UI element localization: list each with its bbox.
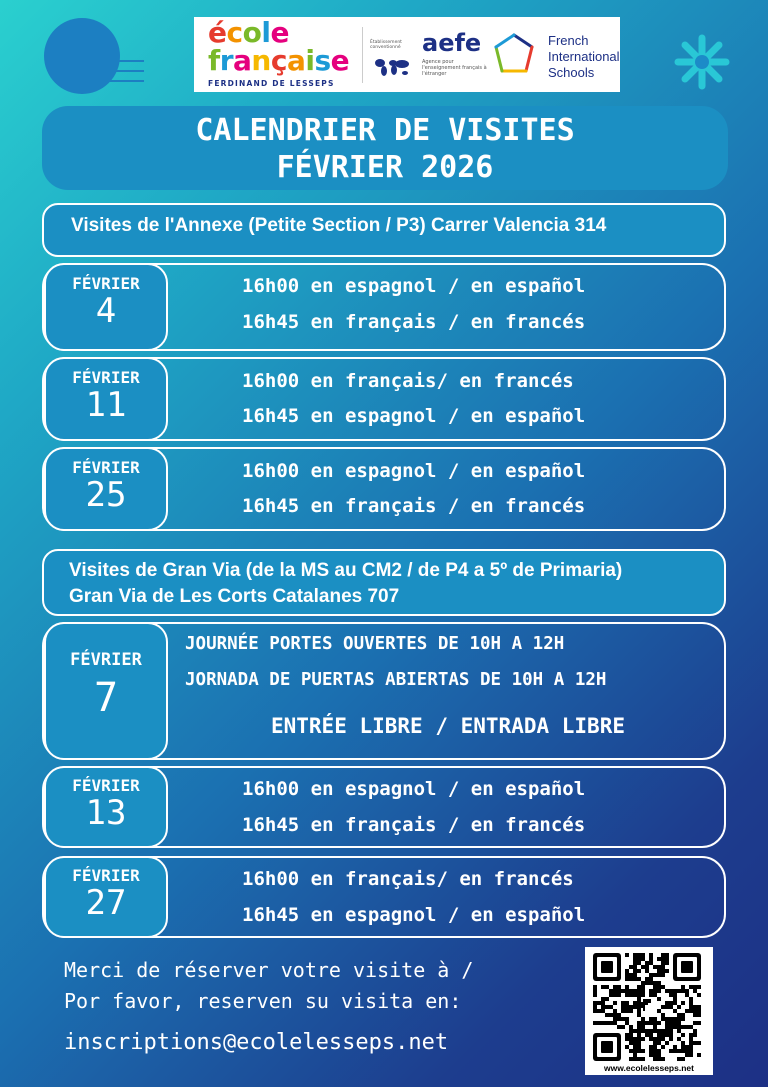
visit-time-line: 16h45 en français / en francés (242, 311, 586, 333)
visit-time-line: 16h00 en français/ en francés (242, 370, 574, 392)
date-day: 4 (95, 291, 117, 331)
fis-line-3: Schools (548, 65, 595, 80)
reservation-note-fr: Merci de réserver votre visite à / (64, 958, 474, 982)
reservation-note (64, 955, 473, 1017)
free-entry-line: ENTRÉE LIBRE / ENTRADA LIBRE (270, 714, 625, 738)
visit-row (42, 766, 726, 848)
annexe-section-header (42, 203, 726, 257)
visit-time-line: 16h00 en espagnol / en español (242, 460, 586, 482)
visit-time-line: 16h00 en français/ en francés (242, 868, 574, 890)
granvia-section-header (42, 549, 726, 616)
logo-word-ecole: école (208, 16, 289, 49)
date-day: 7 (93, 675, 119, 721)
date-month: FÉVRIER (70, 650, 142, 670)
french-international-schools-text (548, 33, 620, 81)
decorative-lines (100, 60, 144, 94)
date-badge (44, 447, 168, 531)
date-badge (44, 263, 168, 351)
aefe-logo-word: aefe (422, 29, 482, 57)
aefe-subtitle: Agence pour l'enseignement français à l'étranger (422, 59, 487, 77)
visit-row (42, 447, 726, 531)
contact-email[interactable]: inscriptions@ecolelesseps.net (64, 1030, 449, 1055)
logo-banner (194, 17, 620, 92)
date-day: 11 (85, 385, 127, 425)
date-month: FÉVRIER (72, 368, 140, 387)
logo-divider (362, 27, 363, 83)
world-map-icon (374, 57, 410, 77)
qr-code[interactable] (585, 947, 713, 1075)
date-day: 25 (85, 475, 127, 515)
french-international-schools-icon (490, 31, 538, 79)
logo-word-francaise: française (208, 44, 350, 77)
date-badge (44, 766, 168, 848)
annexe-header-text: Visites de l'Annexe (Petite Section / P3) Carrer Valencia 314 (71, 215, 607, 236)
fis-line-2: International (548, 49, 620, 64)
open-day-row (42, 622, 726, 760)
visit-time-line: 16h00 en espagnol / en español (242, 275, 586, 297)
logo-subtitle: FERDINAND DE LESSEPS (208, 79, 335, 88)
fis-line-1: French (548, 33, 589, 48)
visit-time-line: 16h45 en français / en francés (242, 495, 586, 517)
date-month: FÉVRIER (72, 458, 140, 477)
reservation-note-es: Por favor, reserven su visita en: (64, 989, 462, 1013)
qr-url: www.ecolelesseps.net (604, 1063, 694, 1073)
title-banner (42, 106, 728, 190)
date-badge (44, 856, 168, 938)
date-day: 13 (85, 793, 127, 833)
granvia-header-line-2: Gran Via de Les Corts Catalanes 707 (69, 586, 400, 607)
page-subtitle: FÉVRIER 2026 (276, 150, 494, 185)
open-day-line-es: JORNADA DE PUERTAS ABIERTAS DE 10H A 12H (185, 670, 607, 690)
date-day: 27 (85, 883, 127, 923)
date-month: FÉVRIER (72, 866, 140, 885)
visit-time-line: 16h45 en espagnol / en español (242, 904, 586, 926)
asterisk-icon (674, 34, 730, 90)
date-month: FÉVRIER (72, 776, 140, 795)
visit-row (42, 856, 726, 938)
open-day-line-fr: JOURNÉE PORTES OUVERTES DE 10H A 12H (185, 634, 565, 654)
qr-code-icon (593, 953, 705, 1061)
page-title: CALENDRIER DE VISITES (195, 113, 575, 148)
date-badge (44, 357, 168, 441)
visit-row (42, 357, 726, 441)
date-month: FÉVRIER (72, 274, 140, 293)
aefe-tagline: Établissement conventionné (370, 40, 402, 50)
visit-time-line: 16h45 en espagnol / en español (242, 405, 586, 427)
visit-time-line: 16h00 en espagnol / en español (242, 778, 586, 800)
visit-time-line: 16h45 en français / en francés (242, 814, 586, 836)
visit-row (42, 263, 726, 351)
granvia-header-line-1: Visites de Gran Via (de la MS au CM2 / de P4 a 5º de Primaria) (69, 560, 623, 581)
date-badge (44, 622, 168, 760)
ecole-francaise-logo (208, 16, 350, 77)
